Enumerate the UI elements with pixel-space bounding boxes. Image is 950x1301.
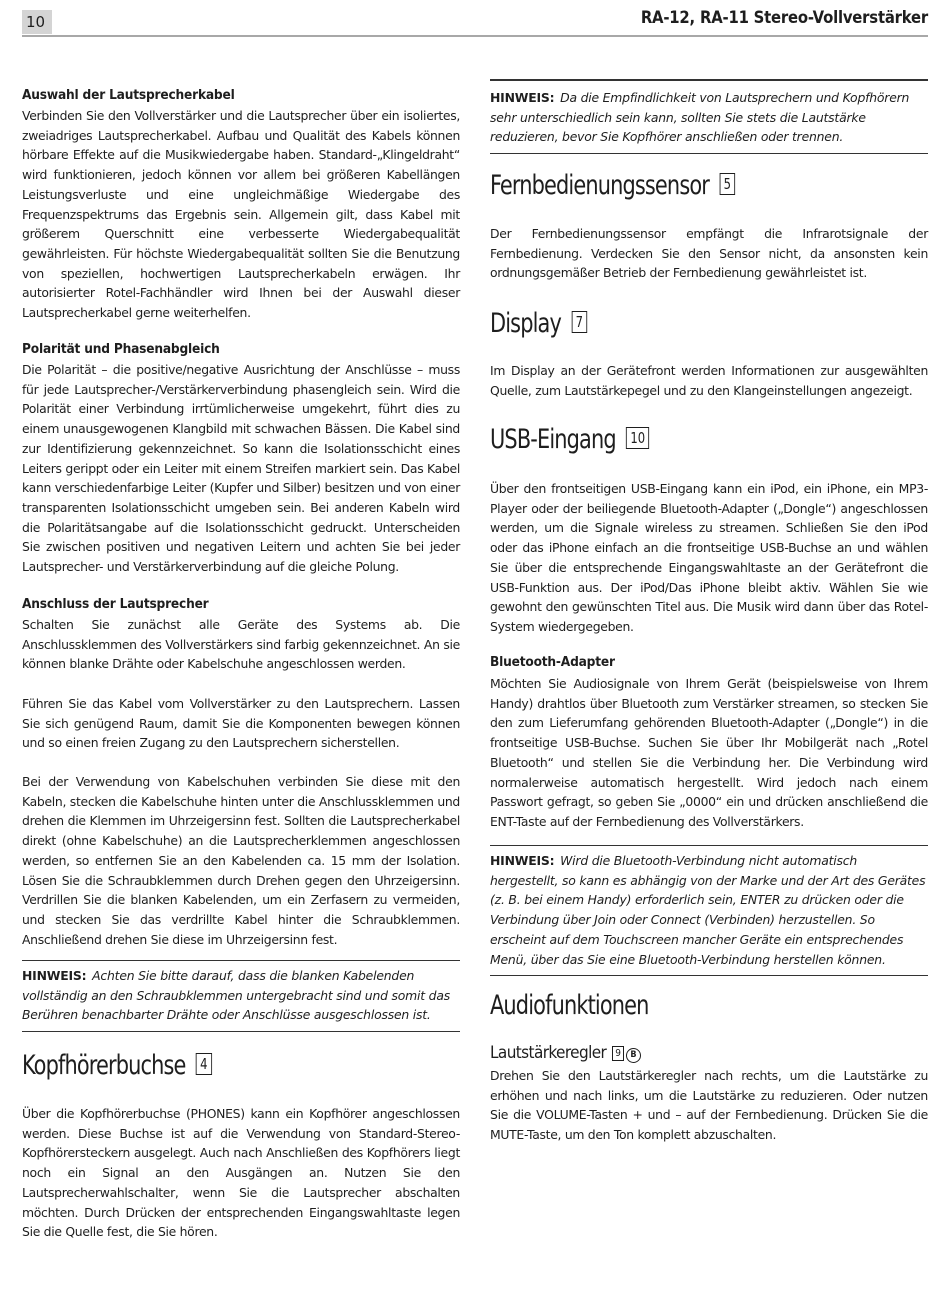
bluetooth-text: Möchten Sie Audiosignale von Ihrem Gerät (beispielsweise von Ihrem Handy) drahtlos über Bluetooth zum Verstärker streamen, so stecken Sie den zum Lieferumfang gehörenden Bluetooth-Adapter („Dongle“) in die frontseitige USB-Buchse. Suchen Sie über Ihr Mobilgerät nach „Rotel Bluetooth“ und stellen Sie die Verbindung her. Die Verbindung wird normalerweise automatisch hergestellt. Wird jedoch nach einem Passwort gefragt, so geben Sie „0000“ ein und drücken anschließend die ENT-Taste auf der Fernbedienung des Vollverstärkers. <box>490 676 928 829</box>
subsection-title-text: Lautstärkeregler <box>490 1043 607 1063</box>
page-number: 10 <box>22 10 52 34</box>
usb-text: Über den frontseitigen USB-Eingang kann ein iPod, ein iPhone, ein MP3-Player oder der beiliegende Bluetooth-Adapter („Dongle“) angeschlossen werden, um die Signale wireless zu streamen. Schließen Sie den iPod oder das iPhone einfach an die frontseitige USB-Buchse an und wählen Sie über die entsprechende Eingangswahltaste an der Gerätefront die USB-Funktion aus. Der iPod/Das iPhone bleibt aktiv. Wählen Sie wie gewohnt den gewünschten Titel aus. Die Musik wird dann über das Rotel-System wiedergegeben. <box>490 481 928 634</box>
header-divider <box>22 35 928 37</box>
volume-text: Drehen Sie den Lautstärkeregler nach rechts, um die Lautstärke zu erhöhen und nach links, um die Lautstärke zu reduzieren. Oder nutzen Sie die VOLUME-Tasten + und – auf der Fernbedienung. Drücken Sie die MUTE-Taste, um den Ton komplett abzuschalten. <box>490 1068 928 1143</box>
polarity-heading: Polarität und Phasenabgleich <box>22 341 220 357</box>
section-title-remote-sensor <box>490 170 867 201</box>
speaker-cable-heading: Auswahl der Lautsprecherkabel <box>22 87 235 103</box>
remote-number-badge: B <box>626 1048 641 1063</box>
section-title-usb <box>490 424 867 455</box>
section-title-display <box>490 308 867 339</box>
speaker-connection-text-1: Schalten Sie zunächst alle Geräte des Systems ab. Die Anschlussklemmen des Vollverstärkers sind farbig gekennzeichnet. An sie können blanke Drähte oder Kabelschuhe angeschlossen werden. <box>22 617 460 672</box>
speaker-connection-text-3: Bei der Verwendung von Kabelschuhen verbinden Sie diese mit den Kabeln, stecken die Kabelschuhe hinten unter die Anschlussklemmen und drehen die Klemmen im Uhrzeigersinn fest. Sollten die Lautsprecherkabel direkt (ohne Kabelschuhe) an die Lautsprecherklemmen angeschlossen werden, so entfernen Sie an den Kabelenden ca. 15 mm der Isolation. Lösen Sie die Schraubklemmen durch Drehen gegen den Uhrzeigersinn. Verdrillen Sie die blanken Kabelenden, um ein Zerfasern zu vermeiden, und stecken Sie das verdrillte Kabel hinter die Schraubklemmen. Anschließend drehen Sie diese im Uhrzeigersinn fest. <box>22 774 460 947</box>
polarity-text: Die Polarität – die positive/negative Ausrichtung der Anschlüsse – muss für jede Lautsprecher-/Verstärkerverbindung phasengleich sein. Wird die Polarität einer Verbindung irrtümlicherweise umgekehrt, führt dies zu einem unausgewogenen Klangbild mit schwachen Bässen. Die Kabel sind zur Identifizierung gekennzeichnet. So kann die Isolationsschicht eines Leiters gerippt oder ein Leiter mit einem Streifen markiert sein. Das Kabel kann verschiedenfarbige Leiter (Kupfer und Silber) besitzen und von einer transparenten Isolationsschicht umgeben sein. Bei anderen Kabeln wird die Polaritätsangabe auf die Isolationsschicht gedruckt. Unterscheiden Sie zwischen positiven und negativen Leitern und achten Sie bei jeder Lautsprecher- und Verstärkerverbindung auf die gleiche Polung. <box>22 362 460 575</box>
document-title: RA-12, RA-11 Stereo-Vollverstärker <box>640 8 928 27</box>
bluetooth-heading: Bluetooth-Adapter <box>490 654 615 670</box>
note-label: HINWEIS: <box>490 90 555 105</box>
speaker-cable-text: Verbinden Sie den Vollverstärker und die Lautsprecher über ein isoliertes, zweiadriges Lautsprecherkabel. Aufbau und Qualität des Kabels können hörbare Effekte auf die Musikwiedergabe haben. Standard-„Klingeldraht“ wird funktionieren, jedoch können vor allem bei größeren Kabellängen Leistungsverluste und eine ungleichmäßige Wiedergabe des Frequenzspektrums das Ergebnis sein. Allgemein gilt, dass Kabel mit größerem Querschnitt eine verbesserte Wiedergabequalität gewährleisten. Für höchste Wiedergabequalität sollten Sie die Benutzung von speziellen, hochwertigen Lautsprecherkabeln erwägen. Ihr autorisierter Rotel-Fachhändler wird Ihnen bei der Auswahl dieser Lautsprecherkabel gerne weiterhelfen. <box>22 108 460 321</box>
item-number-badge: 9 <box>612 1046 624 1061</box>
item-number-badge: 10 <box>626 427 649 449</box>
section-title-text: Kopfhörerbuchse <box>22 1050 186 1081</box>
section-title-text: Display <box>490 308 561 339</box>
note-headphone-volume <box>490 79 928 154</box>
note-label: HINWEIS: <box>22 968 87 983</box>
remote-sensor-text: Der Fernbedienungssensor empfängt die Infrarotsignale der Fernbedienung. Verdecken Sie den Sensor nicht, da ansonsten kein ordnungsgemäßer Betrieb der Fernbedienung gewährleistet ist. <box>490 226 928 281</box>
item-number-badge: 4 <box>196 1053 212 1075</box>
speaker-connection-text-2: Führen Sie das Kabel vom Vollverstärker zu den Lautsprechern. Lassen Sie sich genügend Raum, damit Sie die Komponenten bewegen können und so einen freien Zugang zu den Lautsprechern sicherstellen. <box>22 696 460 751</box>
section-title-audio: Audiofunktionen <box>490 990 649 1021</box>
item-number-badge: 5 <box>719 173 735 195</box>
note-label: HINWEIS: <box>490 853 555 868</box>
headphones-text: Über die Kopfhörerbuchse (PHONES) kann ein Kopfhörer angeschlossen werden. Diese Buchse ist auf die Verwendung von Standard-Stereo-Kopfhörersteckern ausgelegt. Auch nach Anschließen des Kopfhörers liegt noch ein Signal an den Ausgängen an. Nutzen Sie den Lautsprecherwahlschalter, wenn Sie die Lautsprecher abschalten möchten. Durch Drücken der entsprechenden Eingangswahltaste legen Sie die Quelle fest, die Sie hören. <box>22 1106 460 1240</box>
display-text: Im Display an der Gerätefront werden Informationen zur ausgewählten Quelle, zum Lautstärkepegel und zu den Klangeinstellungen angezeigt. <box>490 363 928 398</box>
note-cable-ends <box>22 960 460 1032</box>
volume-heading <box>490 1043 928 1063</box>
note-text: Achten Sie bitte darauf, dass die blanken Kabelenden vollständig an den Schraubklemmen untergebracht sind und somit das Berühren benachbarter Drähte oder Anschlüsse ausgeschlossen ist. <box>22 968 450 1023</box>
section-title-text: USB-Eingang <box>490 424 616 455</box>
note-bluetooth <box>490 845 928 976</box>
section-title-text: Fernbedienungssensor <box>490 170 709 201</box>
note-text: Da die Empfindlichkeit von Lautsprechern und Kopfhörern sehr unterschiedlich sein kann, sollten Sie stets die Lautstärke reduzieren, bevor Sie Kopfhörer anschließen oder trennen. <box>490 90 910 145</box>
speaker-connection-heading: Anschluss der Lautsprecher <box>22 596 209 612</box>
item-number-badge: 7 <box>571 311 587 333</box>
page-header <box>22 7 928 37</box>
section-title-headphones <box>22 1050 399 1081</box>
note-text: Wird die Bluetooth-Verbindung nicht automatisch hergestellt, so kann es abhängig von der Marke und der Art des Gerätes (z. B. bei einem Handy) erforderlich sein, ENTER zu drücken oder die Verbindung über Join oder Connect (Verbinden) herzustellen. So erscheint auf dem Touchscreen mancher Geräte ein entsprechendes Menü, über das Sie eine Bluetooth-Verbindung herstellen können. <box>490 853 926 967</box>
